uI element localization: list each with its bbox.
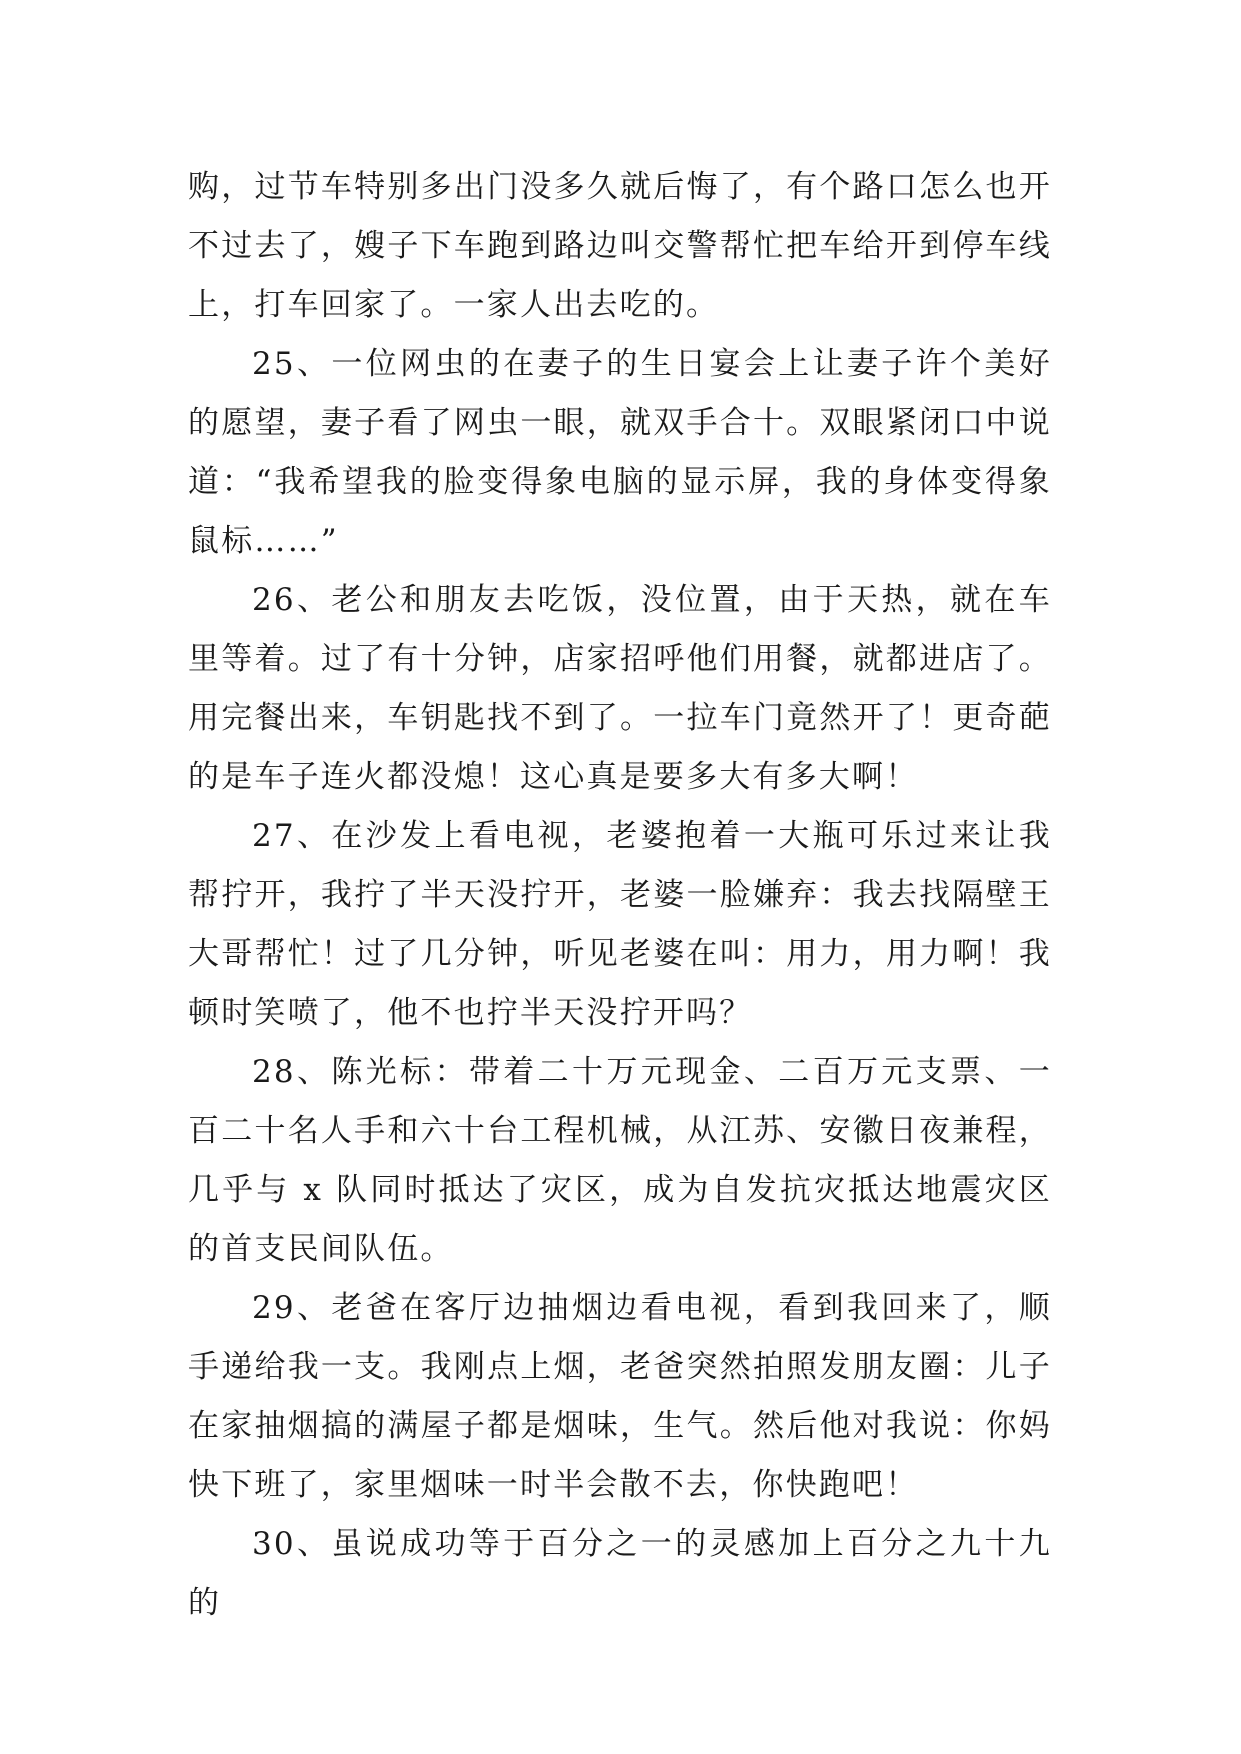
paragraph-item-30: 30、虽说成功等于百分之一的灵感加上百分之九十九的 (188, 1526, 1052, 1621)
paragraph-item-25: 25、一位网虫的在妻子的生日宴会上让妻子许个美好的愿望，妻子看了网虫一眼，就双手合十。双眼紧闭口中说道：“我希望我的脸变得象电脑的显示屏，我的身体变得象鼠标……” (188, 346, 1052, 559)
paragraph-item-29: 29、老爸在客厅边抽烟边看电视，看到我回来了，顺手递给我一支。我刚点上烟，老爸突然拍照发朋友圈：儿子在家抽烟搞的满屋子都是烟味，生气。然后他对我说：你妈快下班了，家里烟味一时半会散不去，你快跑吧！ (188, 1290, 1052, 1503)
paragraph-item-27: 27、在沙发上看电视，老婆抱着一大瓶可乐过来让我帮拧开，我拧了半天没拧开，老婆一脸嫌弃：我去找隔壁王大哥帮忙！过了几分钟，听见老婆在叫：用力，用力啊！我顿时笑喷了，他不也拧半天没拧开吗？ (188, 818, 1052, 1031)
paragraph-item-28: 28、陈光标：带着二十万元现金、二百万元支票、一百二十名人手和六十台工程机械，从江苏、安徽日夜兼程，几乎与 x 队同时抵达了灾区，成为自发抗灾抵达地震灾区的首支民间队伍。 (188, 1054, 1052, 1267)
body-text (188, 158, 1052, 1633)
paragraph-continuation: 购，过节车特别多出门没多久就后悔了，有个路口怎么也开不过去了，嫂子下车跑到路边叫交警帮忙把车给开到停车线上，打车回家了。一家人出去吃的。 (188, 169, 1052, 323)
paragraph-item-26: 26、老公和朋友去吃饭，没位置，由于天热，就在车里等着。过了有十分钟，店家招呼他们用餐，就都进店了。用完餐出来，车钥匙找不到了。一拉车门竟然开了！更奇葩的是车子连火都没熄！这心真是要多大有多大啊！ (188, 582, 1052, 795)
